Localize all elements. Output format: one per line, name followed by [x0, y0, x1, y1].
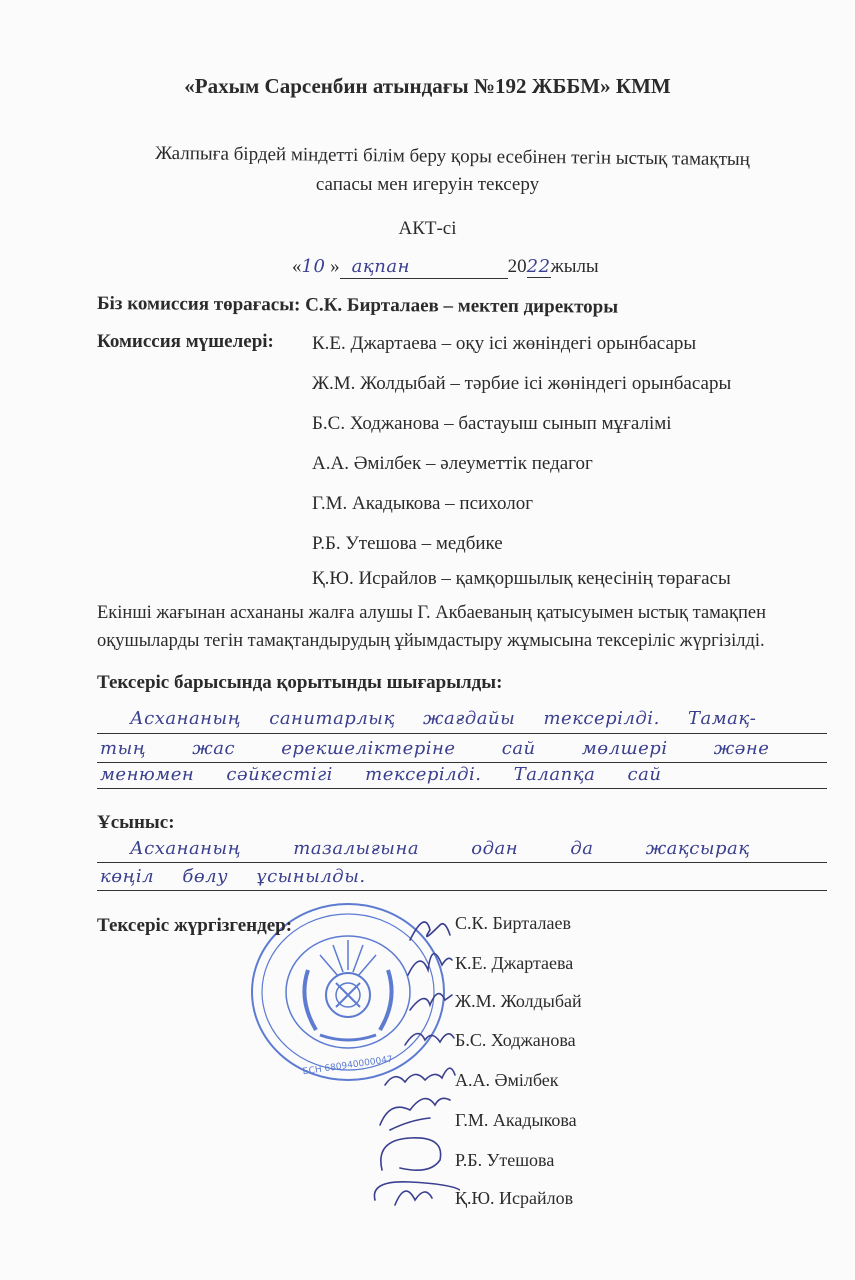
findings-handwritten-line: Асхананың санитарлық жағдайы тексерілді. Тамақ-: [130, 708, 757, 729]
act-date: [292, 256, 599, 279]
date-year-word: жылы: [550, 256, 599, 277]
member-item: Р.Б. Утешова – медбике: [312, 533, 503, 554]
member-item: А.А. Әмілбек – әлеуметтік педагог: [312, 453, 593, 474]
ruled-line: [97, 788, 827, 789]
ruled-line: [97, 733, 827, 734]
member-item: Г.М. Акадыкова – психолог: [312, 493, 534, 514]
member-item: Б.С. Ходжанова – бастауыш сынып мұғалімі: [312, 413, 672, 434]
findings-handwritten-line: тың жас ерекшеліктеріне сай мөлшері және: [100, 738, 770, 759]
date-year-suffix: 22: [526, 256, 551, 277]
findings-heading: Тексеріс барысында қорытынды шығарылды:: [97, 672, 503, 693]
signer-name: Қ.Ю. Исрайлов: [455, 1188, 574, 1208]
signature-mark: [410, 922, 450, 940]
signature-mark: [385, 1068, 455, 1085]
signer-name: С.К. Бирталаев: [455, 913, 571, 933]
date-day: 10: [301, 256, 326, 277]
signer-name: А.А. Әмілбек: [455, 1070, 559, 1090]
signer-name: Ж.М. Жолдыбай: [455, 991, 582, 1011]
signer-name: Г.М. Акадыкова: [455, 1110, 577, 1130]
findings-handwritten-line: менюмен сәйкестігі тексерілді. Талапқа сай: [100, 764, 662, 785]
member-item: Ж.М. Жолдыбай – тәрбие ісі жөніндегі орынбасары: [312, 373, 732, 394]
commission-chair: [97, 293, 618, 319]
date-month: ақпан: [351, 256, 410, 277]
act-title: АКТ-сі: [398, 218, 457, 239]
member-item: Қ.Ю. Исрайлов – қамқоршылық кеңесінің төрағасы: [312, 568, 731, 589]
stamp-bin: БСН 680940000047: [302, 1054, 394, 1078]
signature-mark: [405, 1034, 454, 1045]
ruled-line: [97, 762, 827, 763]
signature-mark: [374, 1182, 460, 1205]
date-open-quote: «: [292, 256, 302, 277]
body-paragraph-line-2: оқушыларды тегін тамақтандырудың ұйымдастыру жұмысына тексеріліс жүргізілді.: [97, 631, 765, 651]
chair-value: С.К. Бирталаев – мектеп директоры: [305, 294, 619, 318]
signature-mark: [408, 954, 452, 975]
recommendation-handwritten-line: Асхананың тазалығына одан да жақсырақ: [130, 838, 750, 859]
handwritten-signatures: [370, 900, 460, 1210]
member-item: К.Е. Джартаева – оқу ісі жөніндегі орынбасары: [312, 333, 697, 354]
chair-label: Біз комиссия төрағасы:: [96, 293, 301, 316]
recommendation-handwritten-line: көңіл бөлу ұсынылды.: [100, 866, 366, 887]
signatures-heading: Тексеріс жүргізгендер:: [97, 915, 293, 936]
school-title: «Рахым Сарсенбин атындағы №192 ЖББМ» КММ: [184, 74, 671, 98]
ruled-line: [97, 890, 827, 891]
date-year-prefix: 20: [507, 256, 527, 277]
recommendation-heading: Ұсыныс:: [97, 812, 175, 833]
ruled-line: [97, 862, 827, 863]
body-paragraph-line-1: Екінші жағынан асхананы жалға алушы Г. Акбаеваның қатысуымен ыстық тамақпен: [97, 603, 766, 623]
signer-name: Р.Б. Утешова: [455, 1150, 555, 1170]
signer-name: К.Е. Джартаева: [455, 953, 574, 973]
signature-mark: [381, 1138, 441, 1170]
signature-mark: [380, 1098, 450, 1130]
members-label: Комиссия мүшелері:: [97, 331, 274, 352]
stamp-rays: [320, 940, 376, 976]
act-subject-line-1: Жалпыға бірдей міндетті білім беру қоры есебінен тегін ыстық тамақтың: [155, 142, 750, 171]
signer-name: Б.С. Ходжанова: [455, 1030, 576, 1050]
act-subject-line-2: сапасы мен игеруін тексеру: [315, 174, 540, 195]
date-close-quote: »: [330, 256, 340, 277]
signature-mark: [410, 994, 452, 1010]
date-month-field: [340, 256, 508, 279]
